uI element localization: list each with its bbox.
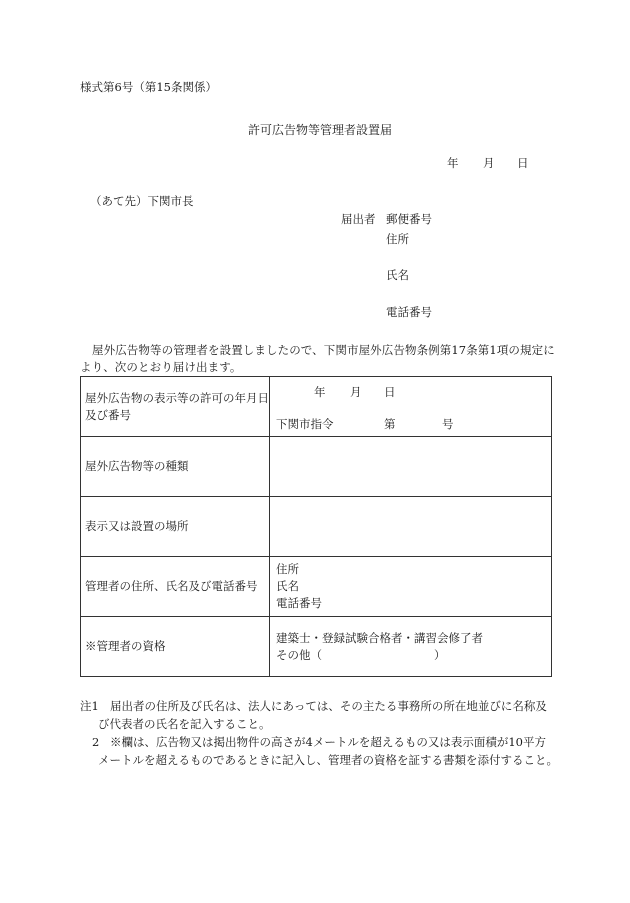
form-number: 様式第6号（第15条関係）: [80, 80, 217, 94]
table-row-location: [81, 497, 552, 557]
permit-city-order: 下関市指令: [276, 416, 334, 431]
type-value-cell[interactable]: [270, 437, 552, 497]
location-label: 表示又は設置の場所: [81, 497, 270, 557]
manager-address: 住所: [276, 562, 299, 576]
table-row-type: [81, 437, 552, 497]
note1-line2: び代表者の氏名を記入すること。: [98, 717, 271, 731]
date-year: 年: [447, 156, 459, 170]
qualification-value-cell[interactable]: [270, 617, 552, 677]
body-text: 屋外広告物等の管理者を設置しましたので、下関市屋外広告物条例第17条第1項の規定により、次のとおり届け出ます。: [80, 343, 555, 374]
table-row-qualification: [81, 617, 552, 677]
permit-go: 号: [442, 416, 454, 431]
address-label: 住所: [386, 232, 409, 246]
permit-label: 屋外広告物の表示等の許可の年月日及び番号: [81, 377, 270, 437]
phone-label: 電話番号: [386, 305, 432, 319]
note2-line1: ※欄は、広告物又は掲出物件の高さが4メートルを超えるもの又は表示面積が10平方: [110, 735, 546, 749]
qualification-other-close: ）: [434, 647, 446, 662]
notes-section: [80, 697, 570, 769]
postal-code-label: 郵便番号: [386, 212, 432, 226]
permit-value-cell[interactable]: [270, 377, 552, 437]
date-day: 日: [517, 156, 529, 170]
table-row-permit: [81, 377, 552, 437]
type-label: 屋外広告物等の種類: [81, 437, 270, 497]
permit-month: 月: [350, 384, 362, 399]
qualification-other-open: その他（: [276, 647, 322, 662]
location-value-cell[interactable]: [270, 497, 552, 557]
permit-year: 年: [314, 384, 326, 399]
addressee: （あて先）下関市長: [90, 194, 194, 208]
note1-line1: 届出者の住所及び氏名は、法人にあっては、その主たる事務所の所在地並びに名称及: [110, 699, 547, 713]
manager-value-cell[interactable]: [270, 557, 552, 617]
note2-prefix: 2: [92, 735, 100, 749]
notification-table: [80, 376, 552, 677]
qualification-label: ※管理者の資格: [81, 617, 270, 677]
permit-day: 日: [384, 384, 396, 399]
name-label: 氏名: [386, 268, 409, 282]
note2-line2: メートルを超えるものであるときに記入し、管理者の資格を証する書類を添付すること。: [98, 753, 558, 767]
note1-prefix: 注1: [80, 699, 99, 713]
applicant-label: 届出者: [341, 212, 376, 226]
page-title: 許可広告物等管理者設置届: [248, 123, 393, 137]
table-row-manager: [81, 557, 552, 617]
manager-label: 管理者の住所、氏名及び電話番号: [81, 557, 270, 617]
manager-phone: 電話番号: [276, 596, 322, 610]
manager-name: 氏名: [276, 579, 299, 593]
qualification-options: 建築士・登録試験合格者・講習会修了者: [276, 630, 483, 645]
permit-dai: 第: [384, 416, 396, 431]
date-month: 月: [483, 156, 495, 170]
